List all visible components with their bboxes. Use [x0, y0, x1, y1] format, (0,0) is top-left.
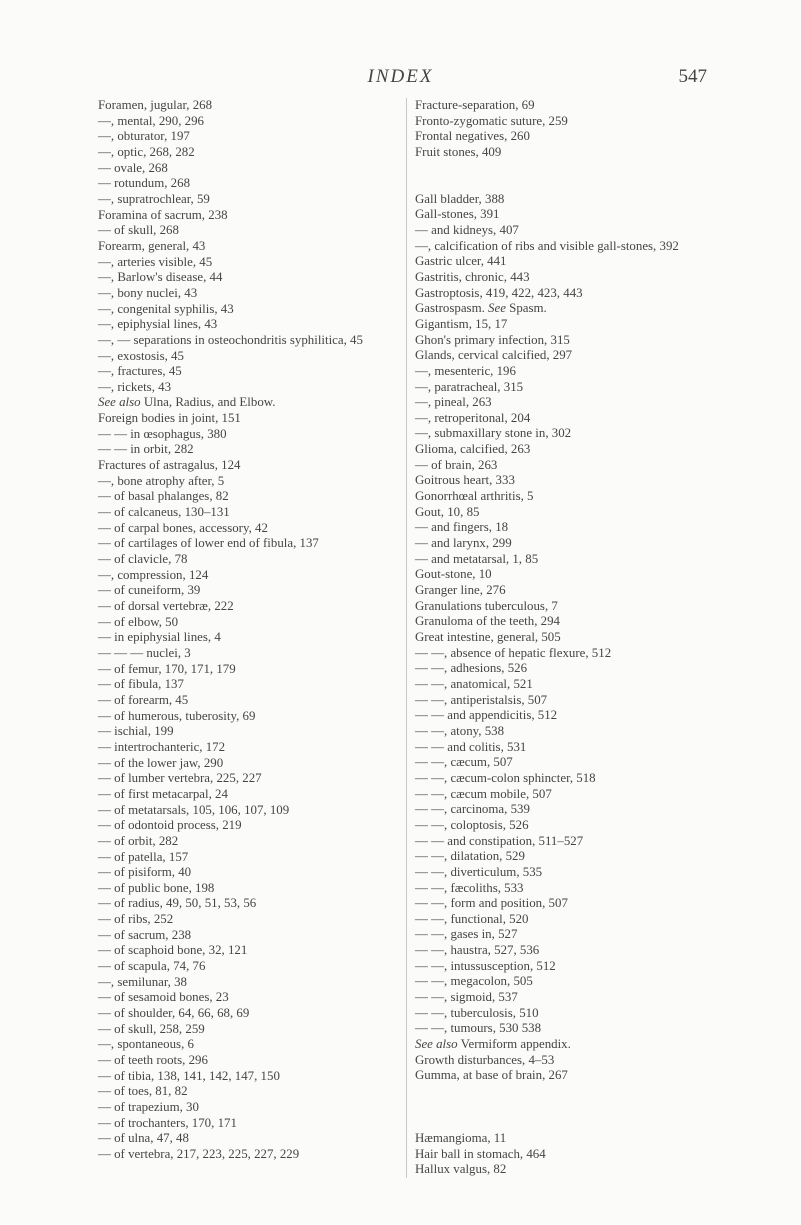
index-entry: Gastric ulcer, 441	[415, 254, 507, 269]
index-entry: Forearm, general, 43	[98, 238, 206, 253]
index-entry: — of skull, 258, 259	[98, 1021, 205, 1036]
index-entry: Glioma, calcified, 263	[415, 442, 531, 457]
index-entry: — of scaphoid bone, 32, 121	[98, 943, 248, 958]
index-entry: —, rickets, 43	[98, 379, 172, 394]
index-entry: — of shoulder, 64, 66, 68, 69	[98, 1006, 250, 1021]
index-entry: — —, coloptosis, 526	[415, 817, 529, 832]
index-entry: Gall-stones, 391	[415, 207, 500, 222]
index-entry: — of femur, 170, 171, 179	[98, 661, 236, 676]
index-entry: — — — nuclei, 3	[98, 645, 191, 660]
index-entry: Glands, cervical calcified, 297	[415, 348, 573, 363]
index-entry: Hallux valgus, 82	[415, 1162, 507, 1177]
page-title: INDEX	[367, 66, 434, 87]
index-entry: — —, diverticulum, 535	[415, 864, 543, 879]
index-entry: — and metatarsal, 1, 85	[415, 551, 539, 566]
index-entry: — intertrochanteric, 172	[98, 739, 226, 754]
index-entry: Gout-stone, 10	[415, 567, 492, 582]
index-entry: —, obturator, 197	[98, 129, 190, 144]
index-entry: Fracture-separation, 69	[415, 98, 535, 112]
index-entry: — of dorsal vertebræ, 222	[98, 599, 234, 613]
index-entry: Gall bladder, 388	[415, 191, 505, 206]
index-entry: — of the lower jaw, 290	[98, 755, 224, 770]
index-entry: See also Ulna, Radius, and Elbow.	[98, 395, 276, 410]
index-column-left	[98, 98, 403, 1163]
index-entry: — —, tumours, 530 538	[415, 1021, 542, 1036]
index-entry: Fruit stones, 409	[415, 144, 502, 159]
index-entry: —, calcification of ribs and visible gall-stones, 392	[415, 238, 679, 253]
index-entry: —, optic, 268, 282	[98, 144, 195, 159]
index-entry: — of calcaneus, 130–131	[98, 505, 230, 520]
index-entry: Foramina of sacrum, 238	[98, 207, 228, 222]
index-entry: — of teeth roots, 296	[98, 1053, 208, 1068]
index-entry: — — and constipation, 511–527	[415, 833, 584, 848]
index-entry: —, retroperitonal, 204	[415, 410, 531, 425]
index-entry: — —, sigmoid, 537	[415, 990, 518, 1005]
index-entry: Gout, 10, 85	[415, 504, 480, 519]
index-entry: — and fingers, 18	[415, 520, 509, 535]
index-entry: —, fractures, 45	[98, 364, 182, 379]
index-column-right	[406, 98, 720, 1178]
index-entry: — —, haustra, 527, 536	[415, 943, 540, 958]
index-entry: Gastritis, chronic, 443	[415, 269, 530, 284]
index-entry: —, — separations in osteochondritis syphilitica, 45	[98, 332, 363, 347]
index-entry: — of public bone, 198	[98, 880, 215, 895]
index-entry: — of toes, 81, 82	[98, 1084, 188, 1099]
index-entry: Granger line, 276	[415, 583, 506, 598]
index-entry: — and larynx, 299	[415, 536, 512, 551]
index-entry: —, submaxillary stone in, 302	[415, 426, 572, 441]
index-entry: See also Vermiform appendix.	[415, 1037, 571, 1052]
index-entry: — —, megacolon, 505	[415, 974, 533, 989]
index-entry: Hair ball in stomach, 464	[415, 1146, 546, 1161]
index-entry: —, exostosis, 45	[98, 348, 184, 363]
index-entry: —, Barlow's disease, 44	[98, 270, 223, 285]
index-section-f	[415, 98, 720, 161]
index-entry: — —, functional, 520	[415, 911, 529, 926]
index-entry: —, arteries visible, 45	[98, 254, 213, 269]
index-entry: — in epiphysial lines, 4	[98, 630, 221, 645]
index-entry: — of cuneiform, 39	[98, 583, 201, 598]
index-entry: — of basal phalanges, 82	[98, 489, 229, 504]
index-entry: — of orbit, 282	[98, 833, 179, 848]
index-entry: — rotundum, 268	[98, 176, 191, 191]
index-entry: Hæmangioma, 11	[415, 1131, 507, 1146]
index-entry: — —, tuberculosis, 510	[415, 1005, 539, 1020]
index-entry: —, congenital syphilis, 43	[98, 301, 234, 316]
index-entry: — ischial, 199	[98, 724, 174, 739]
index-entry: — of skull, 268	[98, 223, 179, 238]
index-entry: Great intestine, general, 505	[415, 630, 561, 644]
index-entry: — —, fæcoliths, 533	[415, 880, 524, 895]
index-entry: — of vertebra, 217, 223, 225, 227, 229	[98, 1146, 300, 1161]
index-entry: — — and colitis, 531	[415, 739, 527, 754]
index-entry: — of metatarsals, 105, 106, 107, 109	[98, 802, 290, 817]
index-entry: — of fibula, 137	[98, 677, 184, 692]
index-entry: — of tibia, 138, 141, 142, 147, 150	[98, 1068, 280, 1083]
index-entry: — —, cæcum, 507	[415, 755, 513, 770]
index-entry: —, bony nuclei, 43	[98, 285, 198, 300]
index-entry: — —, cæcum-colon sphincter, 518	[415, 770, 596, 785]
index-entry: —, pineal, 263	[415, 395, 492, 410]
index-section-g	[415, 192, 720, 1084]
index-entry: — —, form and position, 507	[415, 896, 568, 911]
index-entry: — of carpal bones, accessory, 42	[98, 520, 268, 535]
index-entry: Gastrospasm. See Spasm.	[415, 301, 547, 316]
index-entry: Granulations tuberculous, 7	[415, 598, 558, 613]
section-gap	[415, 1084, 720, 1131]
index-entry: — of cartilages of lower end of fibula, 137	[98, 536, 319, 551]
index-entry: — of lumber vertebra, 225, 227	[98, 771, 262, 786]
index-section-h	[415, 1131, 720, 1178]
running-head	[0, 66, 801, 90]
index-entry: — of ulna, 47, 48	[98, 1131, 189, 1146]
index-entry: —, paratracheal, 315	[415, 379, 524, 394]
section-gap	[415, 161, 720, 192]
index-entry: — —, anatomical, 521	[415, 676, 533, 691]
index-entry: —, epiphysial lines, 43	[98, 317, 218, 332]
index-entry: — of patella, 157	[98, 849, 189, 864]
index-entry: Granuloma of the teeth, 294	[415, 614, 560, 629]
index-entry: — —, gases in, 527	[415, 927, 518, 942]
index-entry: —, supratrochlear, 59	[98, 191, 210, 206]
index-entry: — of odontoid process, 219	[98, 818, 242, 833]
index-entry: — — in œsophagus, 380	[98, 426, 227, 441]
index-entry: — of scapula, 74, 76	[98, 959, 206, 974]
index-entry: — — in orbit, 282	[98, 442, 194, 457]
index-entry: — —, dilatation, 529	[415, 849, 525, 864]
index-entry: — of radius, 49, 50, 51, 53, 56	[98, 896, 257, 911]
index-entry: Foramen, jugular, 268	[98, 98, 213, 112]
page-number: 547	[678, 66, 707, 87]
index-entry: —, semilunar, 38	[98, 974, 187, 989]
index-entry: — of sacrum, 238	[98, 927, 192, 942]
index-entry: — and kidneys, 407	[415, 222, 519, 237]
index-entry: —, mesenteric, 196	[415, 363, 516, 378]
index-entry: —, mental, 290, 296	[98, 113, 204, 128]
index-entry: — —, atony, 538	[415, 723, 505, 738]
index-entry: Gonorrhœal arthritis, 5	[415, 489, 534, 504]
index-entry: —, bone atrophy after, 5	[98, 473, 225, 488]
index-entry: Fronto-zygomatic suture, 259	[415, 113, 568, 128]
index-entry: — ovale, 268	[98, 160, 168, 175]
index-entry: — of elbow, 50	[98, 614, 179, 629]
index-entry: — — and appendicitis, 512	[415, 708, 558, 723]
index-entry: — of humerous, tuberosity, 69	[98, 708, 256, 723]
index-entry: —, compression, 124	[98, 567, 209, 582]
index-entry: Goitrous heart, 333	[415, 473, 515, 488]
index-entry: — —, antiperistalsis, 507	[415, 692, 548, 707]
index-entry: Frontal negatives, 260	[415, 129, 530, 144]
index-entry: — of brain, 263	[415, 457, 498, 472]
index-entry: Growth disturbances, 4–53	[415, 1052, 555, 1067]
index-entry: — of trapezium, 30	[98, 1100, 199, 1114]
index-entry: Fractures of astragalus, 124	[98, 458, 241, 473]
index-entry: — of trochanters, 170, 171	[98, 1115, 237, 1130]
index-entry: — of pisiform, 40	[98, 865, 192, 880]
index-entry: — of sesamoid bones, 23	[98, 990, 229, 1005]
index-entry: — of first metacarpal, 24	[98, 786, 228, 801]
index-entry: — —, intussusception, 512	[415, 958, 556, 973]
index-entry: Gastroptosis, 419, 422, 423, 443	[415, 285, 583, 300]
index-entry: —, spontaneous, 6	[98, 1037, 194, 1052]
index-entry: Gigantism, 15, 17	[415, 316, 508, 331]
index-entry: — of forearm, 45	[98, 692, 189, 707]
index-entry: Foreign bodies in joint, 151	[98, 411, 241, 426]
index-entry: — —, carcinoma, 539	[415, 802, 530, 817]
index-entry: — —, cæcum mobile, 507	[415, 786, 552, 801]
index-entry: — of clavicle, 78	[98, 552, 188, 567]
index-entry: — of ribs, 252	[98, 912, 174, 927]
index-entry: — —, adhesions, 526	[415, 661, 528, 676]
index-entry: — —, absence of hepatic flexure, 512	[415, 645, 612, 660]
index-entry: Gumma, at base of brain, 267	[415, 1068, 568, 1083]
index-entry: Ghon's primary infection, 315	[415, 332, 570, 347]
